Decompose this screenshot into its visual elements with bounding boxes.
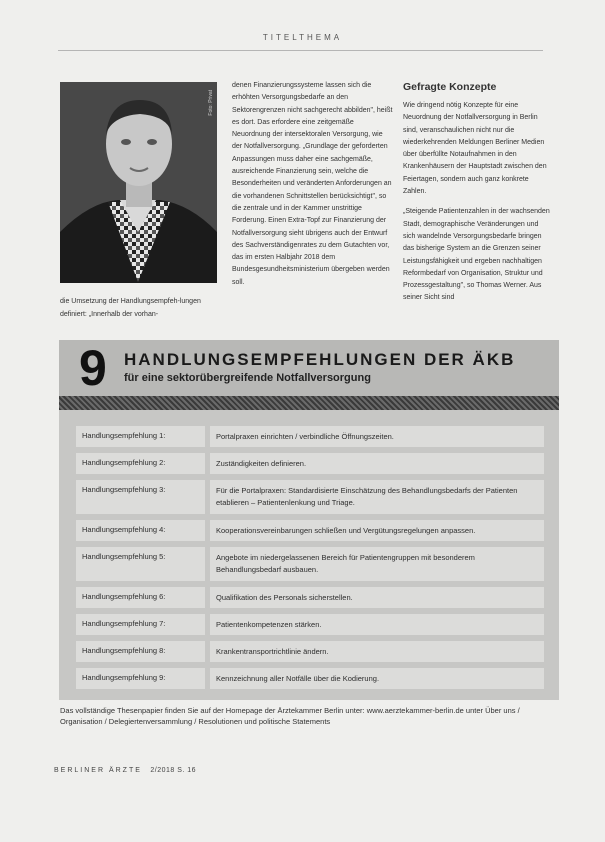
page-footer xyxy=(54,767,196,774)
recommendation-text: Krankentransportrichtlinie ändern. xyxy=(210,641,544,662)
recommendation-text: Für die Portalpraxen: Standardisierte Einschätzung des Behandlungsbedarfs der Patienten etablieren – Patientenlenkung und Triage. xyxy=(210,480,544,514)
portrait-photo xyxy=(60,82,217,283)
recommendation-label: Handlungsempfehlung 8: xyxy=(76,641,205,662)
recommendation-label: Handlungsempfehlung 1: xyxy=(76,426,205,447)
pattern-strip xyxy=(59,396,559,410)
middle-column xyxy=(232,80,393,289)
box-number: 9 xyxy=(79,340,107,396)
recommendation-label: Handlungsempfehlung 5: xyxy=(76,547,205,581)
header-rule xyxy=(58,50,543,51)
footnote: Das vollständige Thesenpapier finden Sie auf der Homepage der Ärztekammer Berlin unter: www.aerztekammer-berlin.de unter Über uns / Organisation / Delegiertenversammlung / Resolutionen und politische Statements xyxy=(60,706,520,726)
recommendation-label: Handlungsempfehlung 4: xyxy=(76,520,205,541)
section-title: TITELTHEMA xyxy=(262,33,343,42)
recommendation-label: Handlungsempfehlung 9: xyxy=(76,668,205,689)
issue-info: 2/2018 S. 16 xyxy=(150,767,197,774)
right-column xyxy=(403,80,550,313)
middle-column-text: denen Finanzierungssysteme lassen sich die erhöhten Versorgungsbedarfe an den Sektorengrenzen nicht sachgerecht abbilden", heißt es dort. Das erfordere eine zeitgemäße Neuordnung der intersektoralen Versorgung, wie der Notfallversorgung. „Grundlage der geforderten Anpassungen muss daher eine sachgemäße, ausreichende Finanzierung sein, welche die Besonderheiten und veränderten Anforderungen an die vorhandenen Schnittstellen berücksichtigt", so die zentrale und in der Kammer unstrittige Forderung. Einen Extra-Topf zur Finanzierung der Notfallversorgung sieht übrigens auch der Entwurf des Sachverständigenrates zu dem Gutachten vor, das im ersten Halbjahr 2018 dem Bundesgesundheitsministerium übergeben werden soll. xyxy=(232,82,393,286)
section-heading: Gefragte Konzepte xyxy=(403,81,497,93)
box-header xyxy=(59,340,559,396)
photo-credit: Foto: Privat xyxy=(208,90,214,116)
recommendation-label: Handlungsempfehlung 2: xyxy=(76,453,205,474)
left-column-text: die Umsetzung der Handlungsempfeh-lungen definiert: „Innerhalb der vorhan- xyxy=(60,298,201,318)
recommendation-label: Handlungsempfehlung 6: xyxy=(76,587,205,608)
recommendation-text: Portalpraxen einrichten / verbindliche Öffnungszeiten. xyxy=(210,426,544,447)
box-subtitle: für eine sektorübergreifende Notfallversorgung xyxy=(124,372,371,384)
recommendation-text: Kooperationsvereinbarungen schließen und Vergütungsregelungen anpassen. xyxy=(210,520,544,541)
box-title: HANDLUNGSEMPFEHLUNGEN DER ÄKB xyxy=(124,350,516,369)
recommendation-label: Handlungsempfehlung 3: xyxy=(76,480,205,514)
magazine-name: BERLINER ÄRZTE xyxy=(54,767,142,774)
right-paragraph-2: „Steigende Patientenzahlen in der wachsenden Stadt, demographische Veränderungen und sich wandelnde Versorgungsbedarfe bringen das bisherige System an die Grenzen seiner Leistungsfähigkeit und ergeben nachhaltigen Reformbedarf von Organisation, Struktur und Prozessgestaltung", so Thomas Werner. Aus seiner Sicht sind xyxy=(403,208,550,302)
recommendation-text: Patientenkompetenzen stärken. xyxy=(210,614,544,635)
right-paragraph-1: Wie dringend nötig Konzepte für eine Neuordnung der Notfallversorgung in Berlin sind, veranschaulichen nicht nur die wiederkehrenden Meldungen Berliner Medien über überfüllte Notaufnahmen in den Krankenhäusern der Hauptstadt zwischen den Feiertagen, sondern auch ganz konkrete Zahlen. xyxy=(403,102,547,196)
recommendations-box xyxy=(59,340,559,700)
recommendation-text: Zuständigkeiten definieren. xyxy=(210,453,544,474)
recommendation-label: Handlungsempfehlung 7: xyxy=(76,614,205,635)
recommendation-text: Qualifikation des Personals sicherstellen. xyxy=(210,587,544,608)
recommendation-text: Kennzeichnung aller Notfälle über die Kodierung. xyxy=(210,668,544,689)
recommendation-text: Angebote im niedergelassenen Bereich für Patientengruppen mit besonderem Behandlungsbedarf ausbauen. xyxy=(210,547,544,581)
